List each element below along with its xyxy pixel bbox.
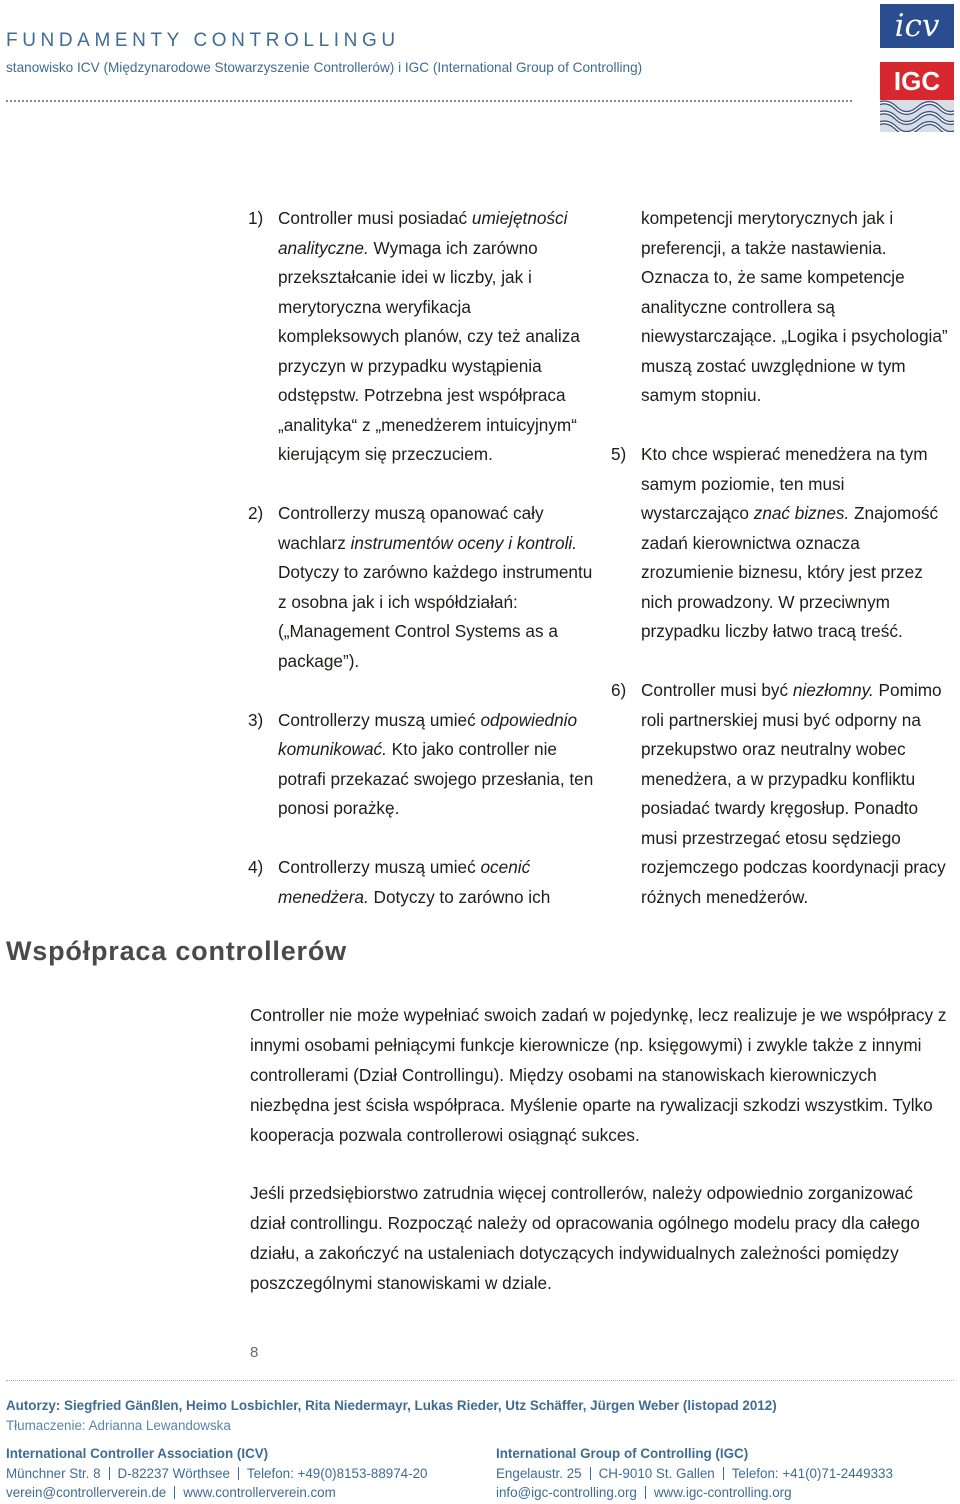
document-subtitle: stanowisko ICV (Międzynarodowe Stowarzyszenie Controllerów) i IGC (International Group of Controlling) <box>6 60 643 75</box>
igc-website-link[interactable]: www.igc-controlling.org <box>653 1485 792 1500</box>
igc-address-line <box>496 1464 893 1484</box>
list-text: Controllerzy muszą opanować cały wachlarz instrumentów oceny i kontroli. Dotyczy to zarówno każdego instrumentu z osobna jak i ich współdziałań: („Management Control Systems as a package”). <box>278 503 593 671</box>
list-number: 3) <box>248 709 264 730</box>
list-number: 4) <box>248 857 264 877</box>
list-item <box>611 440 953 647</box>
paragraph: Controller nie może wypełniać swoich zadań w pojedynkę, lecz realizuje je we współpracy z innymi osobami pełniącymi funkcje kierownicze (np. księgowymi) i zwykle także z innymi controllerami (Dział Controllingu). Między osobami na stanowiskach kierowniczych niezbędna jest ścisła współpraca. Myślenie oparte na rywalizacji szkodzi wszystkim. Tylko kooperacja pozwala controllerowi osiągnąć sukces. <box>250 1005 947 1145</box>
igc-web-line <box>496 1483 893 1503</box>
igc-name: International Group of Controlling (IGC) <box>496 1446 749 1461</box>
footer-icv-contact <box>6 1444 427 1503</box>
authors-line: Autorzy: Siegfried Gänßlen, Heimo Losbichler, Rita Niedermayr, Lukas Rieder, Utz Schäffer, Jürgen Weber (listopad 2012) <box>6 1398 777 1413</box>
icv-phone: Telefon: +49(0)8153-88974-20 <box>246 1465 428 1481</box>
document-title: FUNDAMENTY CONTROLLINGU <box>6 30 400 51</box>
right-column <box>611 204 953 912</box>
section-body <box>250 1000 950 1326</box>
list-number: 1) <box>248 208 264 228</box>
icv-street: Münchner Str. 8 <box>6 1465 101 1481</box>
igc-logo: IGC <box>880 62 954 100</box>
list-number: 2) <box>248 503 264 523</box>
list-number: 6) <box>611 680 627 700</box>
icv-city: D-82237 Wörthsee <box>117 1465 230 1481</box>
footer-divider <box>6 1380 954 1381</box>
icv-address-line <box>6 1464 427 1484</box>
section-heading: Współpraca controllerów <box>6 936 347 966</box>
list-text: Controllerzy muszą umieć odpowiednio komunikować. Kto jako controller nie potrafi przekazać swojego przesłania, ten ponosi porażkę. <box>278 709 594 818</box>
igc-street: Engelaustr. 25 <box>496 1465 582 1481</box>
list-item <box>248 499 596 676</box>
footer-igc-contact <box>496 1444 893 1503</box>
icv-name: International Controller Association (ICV) <box>6 1446 269 1461</box>
page-number: 8 <box>250 1344 259 1361</box>
igc-email-link[interactable]: info@igc-controlling.org <box>496 1485 637 1500</box>
list-text: Controller musi być niezłomny. Pomimo roli partnerskiej musi być odporny na przekupstwo oraz neutralny wobec menedżera, a w przypadku konfliktu posiadać twardy kręgosłup. Ponadto musi przestrzegać etosu sędziego rozjemczego podczas koordynacji pracy różnych menedżerów. <box>641 680 946 907</box>
list-text: Controller musi posiadać umiejętności analityczne. Wymaga ich zarówno przekształcanie idei w liczby, jak i merytoryczna weryfikacja kompleksowych planów, czy też analiza przyczyn w przypadku wystąpienia odstępstw. Potrzebna jest współpraca „analityka“ z „menedżerem intuicyjnym“ kierującym się przeczuciem. <box>278 208 580 464</box>
list-text: Controllerzy muszą umieć ocenić menedżera. Dotyczy to zarówno ich <box>278 857 551 907</box>
list-number: 5) <box>611 444 627 464</box>
footer-authors <box>6 1396 777 1435</box>
rope-pattern-decoration <box>880 100 954 132</box>
icv-website-link[interactable]: www.controllerverein.com <box>183 1485 336 1500</box>
list-item <box>611 676 953 912</box>
icv-web-line <box>6 1483 427 1503</box>
igc-city: CH-9010 St. Gallen <box>598 1465 715 1481</box>
icv-logo: icv <box>880 4 954 48</box>
list-item-continuation: kompetencji merytorycznych jak i preferencji, a także nastawienia. Oznacza to, że same kompetencje analityczne controllera są niewystarczające. „Logika i psychologia” muszą zostać uwzględnione w tym samym stopniu. <box>641 208 948 405</box>
icv-email-link[interactable]: verein@controllerverein.de <box>6 1485 167 1500</box>
list-item <box>248 204 596 470</box>
translation-line: Tłumaczenie: Adrianna Lewandowska <box>6 1417 231 1433</box>
paragraph: Jeśli przedsiębiorstwo zatrudnia więcej controllerów, należy odpowiednio zorganizować dział controllingu. Rozpocząć należy od opracowania ogólnego modelu pracy dla całego działu, a zakończyć na ustaleniach dotyczących indywidualnych zależności pomiędzy poszczególnymi stanowiskami w dziale. <box>250 1183 920 1293</box>
list-text: Kto chce wspierać menedżera na tym samym poziomie, ten musi wystarczająco znać biznes. Znajomość zadań kierownictwa oznacza zrozumienie biznesu, który jest przez nich prowadzony. W przeciwnym przypadku liczby łatwo tracą treść. <box>641 444 939 641</box>
left-column <box>248 204 596 912</box>
igc-phone: Telefon: +41(0)71-2449333 <box>731 1465 893 1481</box>
header-divider <box>6 100 852 102</box>
list-item <box>248 706 596 824</box>
list-item <box>248 853 596 912</box>
